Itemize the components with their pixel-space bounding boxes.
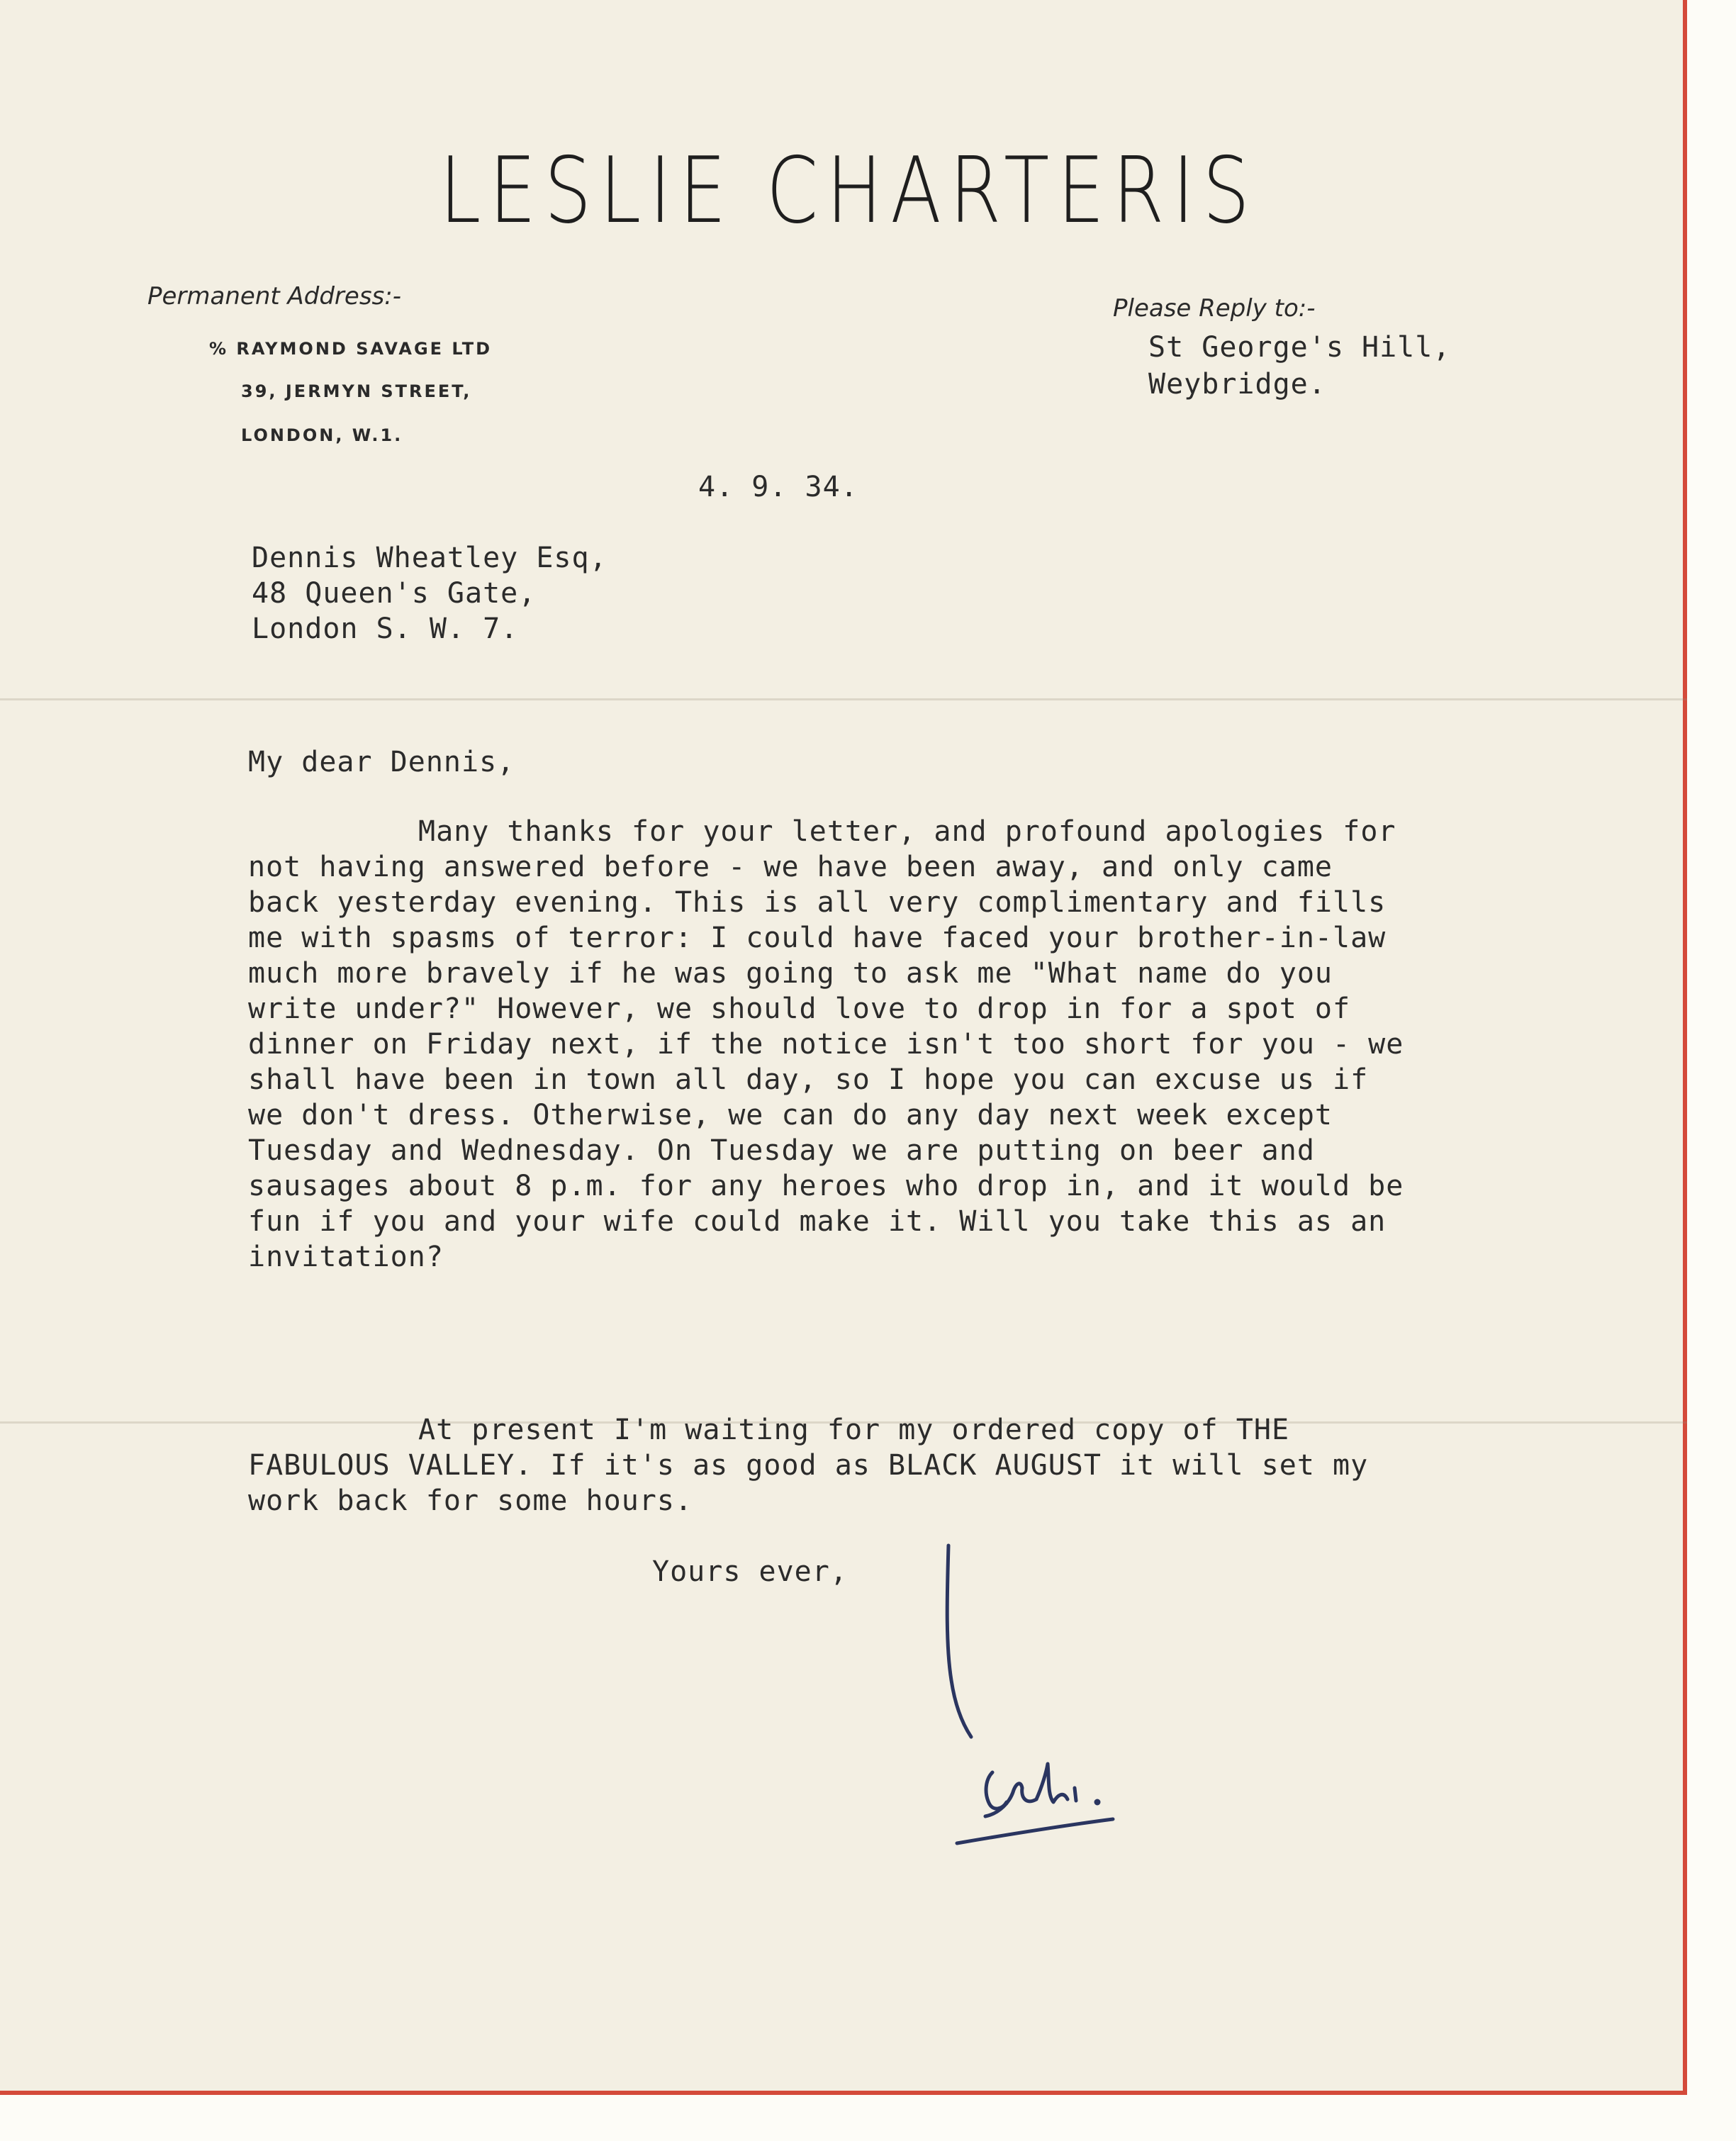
- closing: Yours ever,: [652, 1555, 848, 1588]
- reply-address-line: St George's Hill,: [1148, 331, 1451, 364]
- salutation: My dear Dennis,: [248, 746, 515, 778]
- recipient-line: Dennis Wheatley Esq,: [252, 542, 607, 574]
- recipient-line: London S. W. 7.: [252, 613, 519, 645]
- body-paragraph: At present I'm waiting for my ordered copy of THE FABULOUS VALLEY. If it's as good as BLACK AUGUST it will set my work back for some hours.: [248, 1414, 1369, 1517]
- permanent-address-label: Permanent Address:-: [147, 282, 401, 311]
- handwritten-signature: [943, 1538, 1170, 1850]
- permanent-address-line: % RAYMOND SAVAGE LTD: [209, 339, 492, 359]
- fold-crease: [0, 698, 1687, 700]
- recipient-line: 48 Queen's Gate,: [252, 577, 537, 610]
- body-paragraph: Many thanks for your letter, and profound apologies for not having answered before - we have been away, and only came back yesterday evening. This is all very complimentary and fills me with spasms of terror: I could have faced your brother-in-law much more bravely if he was going to ask me "What name do you write under?" However, we should love to drop in for a spot of dinner on Friday next, if the notice isn't too short for you - we shall have been in town all day, so I hope you can excuse us if we don't dress. Otherwise, we can do any day next week except Tuesday and Wednesday. On Tuesday we are putting on beer and sausages about 8 p.m. for any heroes who drop in, and it would be fun if you and your wife could make it. Will you take this as an invitation?: [248, 815, 1404, 1273]
- letterhead-name: LESLIE CHARTERIS: [439, 138, 1258, 244]
- permanent-address-line: LONDON, W.1.: [241, 425, 403, 445]
- reply-address-line: Weybridge.: [1148, 368, 1326, 401]
- permanent-address-line: 39, JERMYN STREET,: [241, 381, 472, 401]
- letter-date: 4. 9. 34.: [698, 471, 858, 503]
- reply-address-label: Please Reply to:-: [1113, 294, 1316, 323]
